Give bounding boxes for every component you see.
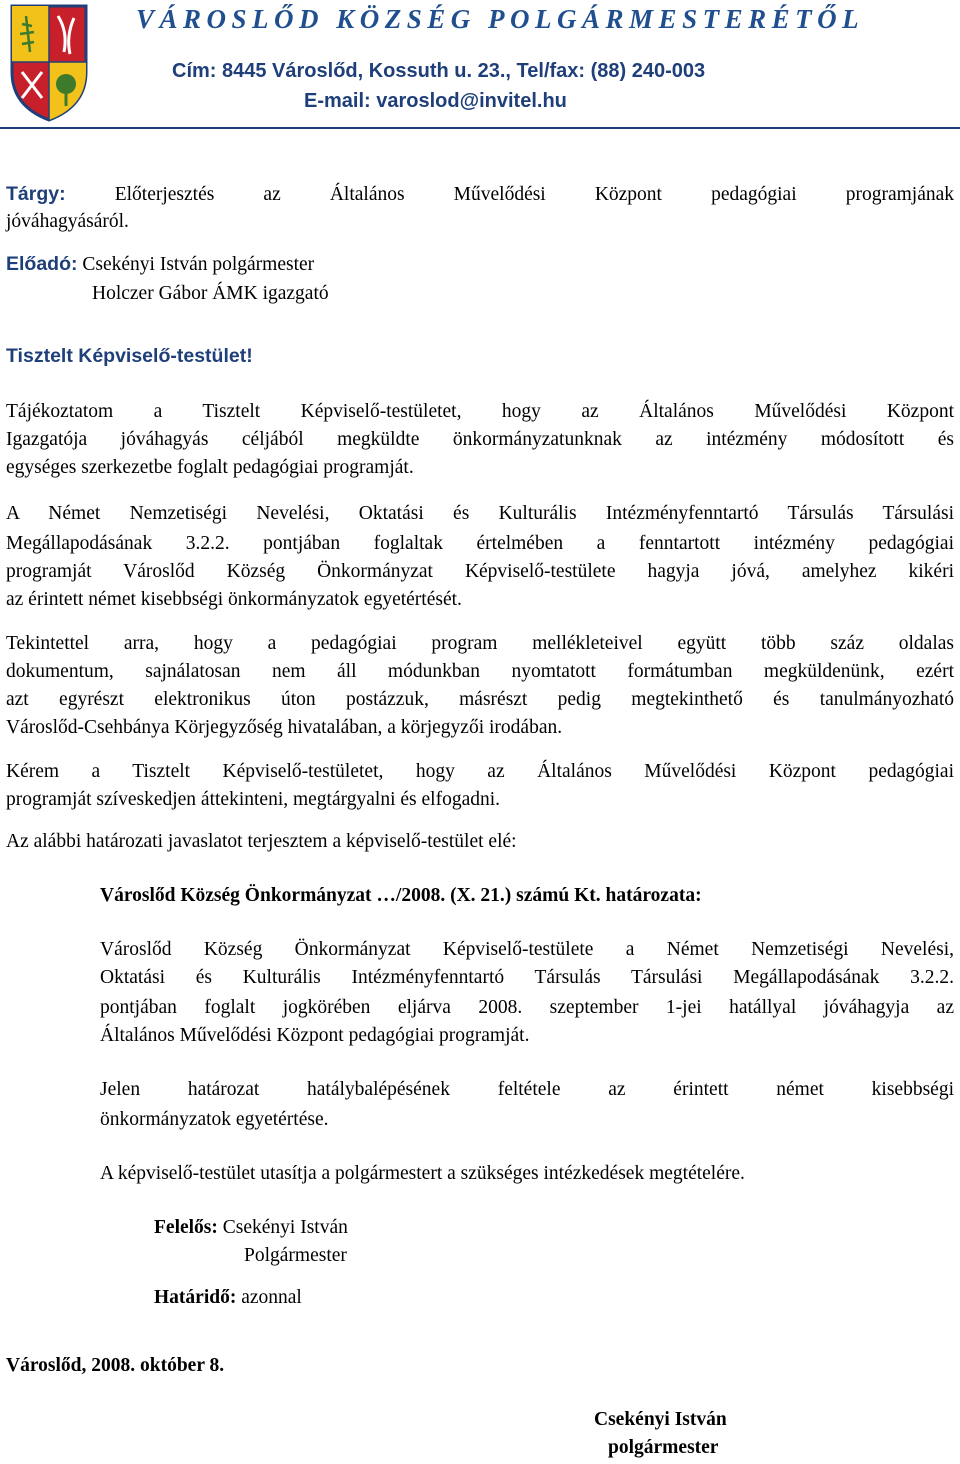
presenter-label: Előadó: <box>6 253 78 275</box>
responsible-title: Polgármester <box>244 1245 347 1266</box>
paragraph-4-line-2: programját szíveskedjen áttekinteni, megtárgyalni és elfogadni. <box>6 789 501 810</box>
header-divider <box>0 127 960 129</box>
signature-title: polgármester <box>608 1437 719 1458</box>
paragraph-5: Az alábbi határozati javaslatot terjesztem a képviselő-testület elé: <box>6 831 517 852</box>
resolution-para-1-line-4: Általános Művelődési Központ pedagógiai programját. <box>100 1025 530 1046</box>
paragraph-2-line-3: programját Városlőd Község Önkormányzat Képviselő-testülete hagyja jóvá, amelyhez kikéri <box>6 561 954 582</box>
presenter-name-1: Csekényi István polgármester <box>82 254 315 275</box>
signature-name: Csekényi István <box>594 1409 727 1430</box>
paragraph-3-line-4: Városlőd-Csehbánya Körjegyzőség hivatalában, a körjegyzői irodában. <box>6 717 563 738</box>
paragraph-1-line-3: egységes szerkezetbe foglalt pedagógiai programját. <box>6 457 414 478</box>
salutation: Tisztelt Képviselő-testület! <box>6 345 253 367</box>
resolution-para-3: A képviselő-testület utasítja a polgármestert a szükséges intézkedések megtételére. <box>100 1163 745 1184</box>
deadline-label: Határidő: <box>154 1287 237 1308</box>
subject-line <box>6 180 954 209</box>
deadline-line <box>154 1284 302 1312</box>
resolution-para-2-line-2: önkormányzatok egyetértése. <box>100 1109 329 1130</box>
coat-of-arms-icon <box>8 2 90 124</box>
resolution-para-1-line-1: Városlőd Község Önkormányzat Képviselő-testülete a Német Nemzetiségi Nevelési, <box>100 939 954 960</box>
paragraph-2-line-2: Megállapodásának 3.2.2. pontjában foglaltak értelmében a fenntartott intézmény pedagógiai <box>6 533 954 554</box>
presenter-line <box>6 250 314 279</box>
letterhead-address: Cím: 8445 Városlőd, Kossuth u. 23., Tel/fax: (88) 240-003 <box>172 60 706 82</box>
subject-label: Tárgy: <box>6 183 66 205</box>
resolution-para-1-line-2: Oktatási és Kulturális Intézményfenntartó Társulás Társulási Megállapodásának 3.2.2. <box>100 967 954 988</box>
paragraph-2-line-1: A Német Nemzetiségi Nevelési, Oktatási és Kulturális Intézményfenntartó Társulás Társulási <box>6 503 954 524</box>
responsible-label: Felelős: <box>154 1217 218 1238</box>
letterhead-title: VÁROSLŐD KÖZSÉG POLGÁRMESTERÉTŐL <box>136 4 865 34</box>
resolution-title: Városlőd Község Önkormányzat …/2008. (X. 21.) számú Kt. határozata: <box>100 885 702 906</box>
paragraph-3-line-2: dokumentum, sajnálatosan nem áll módunkban nyomtatott formátumban megküldenünk, ezért <box>6 661 954 682</box>
paragraph-3-line-3: azt egyrészt elektronikus úton postázzuk, másrészt pedig megtekinthető és tanulmányozható <box>6 689 954 710</box>
place-date: Városlőd, 2008. október 8. <box>6 1355 225 1376</box>
paragraph-3-line-1: Tekintettel arra, hogy a pedagógiai program mellékleteivel együtt több száz oldalas <box>6 633 954 654</box>
resolution-para-1-line-3: pontjában foglalt jogkörében eljárva 2008. szeptember 1-jei hatállyal jóváhagyja az <box>100 997 954 1018</box>
paragraph-1-line-1: Tájékoztatom a Tisztelt Képviselő-testületet, hogy az Általános Művelődési Központ <box>6 401 954 422</box>
responsible-name: Csekényi István <box>222 1217 348 1238</box>
subject-text-line-1: Előterjesztés az Általános Művelődési Központ pedagógiai programjának <box>114 184 954 205</box>
resolution-para-2-line-1: Jelen határozat hatálybalépésének feltétele az érintett német kisebbségi <box>100 1079 954 1100</box>
paragraph-4-line-1: Kérem a Tisztelt Képviselő-testületet, hogy az Általános Művelődési Központ pedagógiai <box>6 761 954 782</box>
responsible-line <box>154 1214 348 1242</box>
letterhead-email: E-mail: varoslod@invitel.hu <box>304 90 567 112</box>
paragraph-2-line-4: az érintett német kisebbségi önkormányzatok egyetértését. <box>6 589 462 610</box>
subject-text-line-2: jóváhagyásáról. <box>6 211 129 232</box>
deadline-value: azonnal <box>241 1287 302 1308</box>
paragraph-1-line-2: Igazgatója jóváhagyás céljából megküldte önkormányzatunknak az intézmény módosított és <box>6 429 954 450</box>
presenter-name-2: Holczer Gábor ÁMK igazgató <box>92 283 329 304</box>
